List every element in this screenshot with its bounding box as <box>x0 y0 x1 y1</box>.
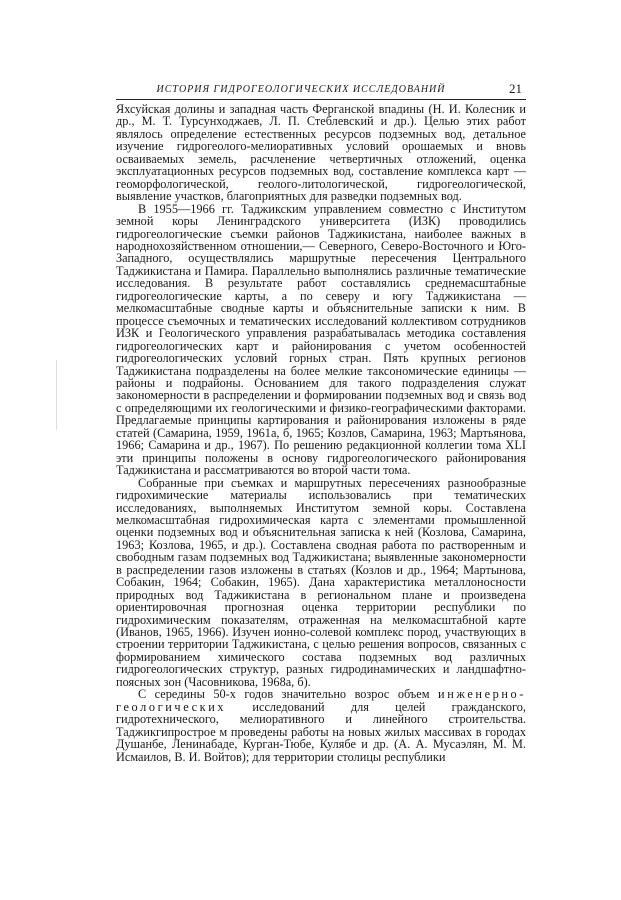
page-number: 21 <box>509 81 522 96</box>
paragraph-1: Яхсуйская долины и западная часть Ферганской впадины (Н. И. Колесник и др., М. Т. Турсунходжаев, Л. П. Стеблевский и др.). Целью этих работ являлось определение естественных ресурсов подземных вод, детальное изучение гидрогеолого-мелиоративных условий орошаемых и вновь осваиваемых земель, расчленение четвертичных отложений, оценка эксплуатационных ресурсов подземных вод, составление комплекса карт — геоморфологической, геолого-литологической, гидрогеологической, выявление участков, благоприятных для разведки подземных вод. <box>116 102 526 204</box>
running-title: ИСТОРИЯ ГИДРОГЕОЛОГИЧЕСКИХ ИССЛЕДОВАНИЙ <box>156 84 446 95</box>
paragraph-2: В 1955—1966 гг. Таджикским управлением совместно с Институтом земной коры Ленинградского университета (ИЗК) проводились гидрогеологические съемки районов Таджикистана, наиболее важных в народнохозяйственном отношении,— Северного, Северо-Восточного и Юго-Западного, осуществлялись маршрутные пересечения Центрального Таджикистана и Памира. Параллельно выполнялись различные тематические исследования. В результате работ составлялись среднемасштабные гидрогеологические карты, а по северу и югу Таджикистана — мелкомасштабные сводные карты и объяснительные записки к ним. В процессе съемочных и тематических исследований коллективом сотрудников ИЗК и Геологического управления разрабатывалась методика составления гидрогеологических карт и районирования с учетом особенностей гидрогеологических условий горных стран. Пять крупных регионов Таджикистана подразделены на более мелкие таксономические единицы — районы и подрайоны. Основанием для такого подразделения служат закономерности в распределении и формировании подземных вод и связь вод с определяющими их геологическими и физико-географическими факторами. Предлагаемые принципы картирования и районирования изложены в ряде статей (Самарина, 1959, 1961а, б, 1965; Козлов, Самарина, 1963; Мартьянова, 1966; Самарина и др., 1967). По решению редакционной коллегии тома XLI эти принципы положены в основу гидрогеологического районирования Таджикистана и рассматриваются во второй части тома. <box>116 201 526 478</box>
paragraph-4-rest: исследований для целей гражданского, гидротехнического, мелиоративного и линейного строительства. Таджикгипрострое м проведены работы на новых жилых массивах в городах Душанбе, Ленинабаде, Курган-Тюбе, Кулябе и др. (А. А. Мусаэлян, М. М. Исмаилов, В. И. Войтов); для территории столицы республики <box>116 699 526 764</box>
paragraph-4 <box>116 688 526 763</box>
paragraph-3: Собранные при съемках и маршрутных пересечениях разнообразные гидрохимические материалы использовались при тематических исследованиях, выполняемых Институтом земной коры. Составлена мелкомасштабная гидрохимическая карта с элементами промышленной оценки подземных вод и объяснительная записка к ней (Козлова, Самарина, 1963; Козлова, 1965, и др.). Составлена сводная работа по растворенным и свободным газам подземных вод Таджикистана; выявленные закономерности в распределении газов изложены в статьях (Козлов и др., 1964; Мартынова, Собакин, 1964; Собакин, 1965). Дана характеристика металлоносности природных вод Таджикистана в региональном плане и произведена ориентировочная прогнозная оценка территории республики по гидрохимическим показателям, отраженная на мелкомасштабной карте (Иванов, 1965, 1966). Изучен ионно-солевой комплекс пород, участвующих в строении территории Таджикистана, с целью решения вопросов, связанных с формированием химического состава подземных вод различных гидрогеологических структур, разных гидродинамических и ландшафтно-поясных зон (Часовникова, 1968а, б). <box>116 475 526 689</box>
body-text <box>116 103 526 763</box>
paragraph-4-lead: С середины 50-х годов значительно возрос объем <box>138 687 430 702</box>
running-header <box>116 81 526 100</box>
header-rule <box>116 99 526 100</box>
scan-margin-mark <box>56 360 57 430</box>
engineering-geological-term: инженерно-геологических <box>116 687 526 714</box>
